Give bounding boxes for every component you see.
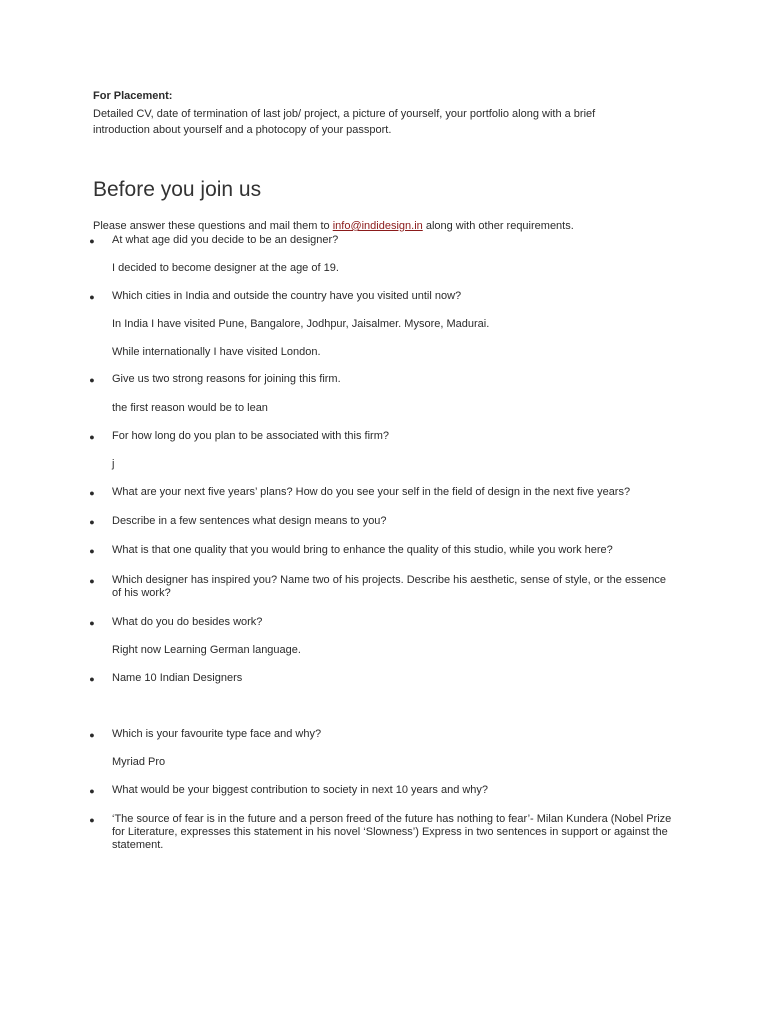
bullet-icon: ● [89,432,95,442]
question-text: For how long do you plan to be associated with this firm? [112,430,389,442]
bullet-icon: ● [89,815,95,825]
placement-heading: For Placement: [93,90,173,102]
intro-text-after: along with other requirements. [422,220,574,232]
bullet-icon: ● [89,292,95,302]
placement-section [93,89,653,138]
question-text: What are your next five years’ plans? How do you see your self in the field of design in the next five years? [112,486,631,498]
question-text: ‘The source of fear is in the future and a person freed of the future has nothing to fear’- Milan Kundera (Nobel Prize for Literature, expresses this statement in his novel ‘Slowness’) Express in two sentences in support or against the statement. [112,813,672,851]
answer-text: Right now Learning German language. [112,644,301,656]
answer-text: While internationally I have visited London. [112,346,321,358]
question-text: Name 10 Indian Designers [112,672,243,684]
email-link[interactable]: info@indidesign.in [332,220,423,232]
question-text: Which designer has inspired you? Name two of his projects. Describe his aesthetic, sense of style, or the essence of his work? [112,574,666,599]
bullet-icon: ● [89,786,95,796]
bullet-icon: ● [89,517,95,527]
question-text: What is that one quality that you would bring to enhance the quality of this studio, while you work here? [112,544,613,556]
bullet-icon: ● [89,618,95,628]
bullet-icon: ● [89,375,95,385]
question-text: Give us two strong reasons for joining this firm. [112,373,341,385]
bullet-icon: ● [89,546,95,556]
question-text: What would be your biggest contribution to society in next 10 years and why? [112,784,489,796]
answer-text: j [112,458,115,470]
intro-text-before: Please answer these questions and mail them to [93,220,333,232]
question-text: Which cities in India and outside the country have you visited until now? [112,290,462,302]
placement-requirements: Detailed CV, date of termination of last job/ project, a picture of yourself, your portfolio along with a brief introduction about yourself and a photocopy of your passport. [93,108,596,136]
answer-text: I decided to become designer at the age of 19. [112,262,339,274]
question-text: Which is your favourite type face and why? [112,728,322,740]
section-title: Before you join us [93,178,262,201]
bullet-icon: ● [89,488,95,498]
bullet-icon: ● [89,576,95,586]
question-text: At what age did you decide to be an designer? [112,234,339,246]
bullet-icon: ● [89,674,95,684]
bullet-icon: ● [89,730,95,740]
intro-paragraph [93,219,574,233]
answer-text: In India I have visited Pune, Bangalore, Jodhpur, Jaisalmer. Mysore, Madurai. [112,318,490,330]
question-text: Describe in a few sentences what design means to you? [112,515,387,527]
bullet-icon: ● [89,236,95,246]
answer-text: Myriad Pro [112,756,166,768]
question-text: What do you do besides work? [112,616,263,628]
answer-text: the first reason would be to lean [112,402,268,414]
